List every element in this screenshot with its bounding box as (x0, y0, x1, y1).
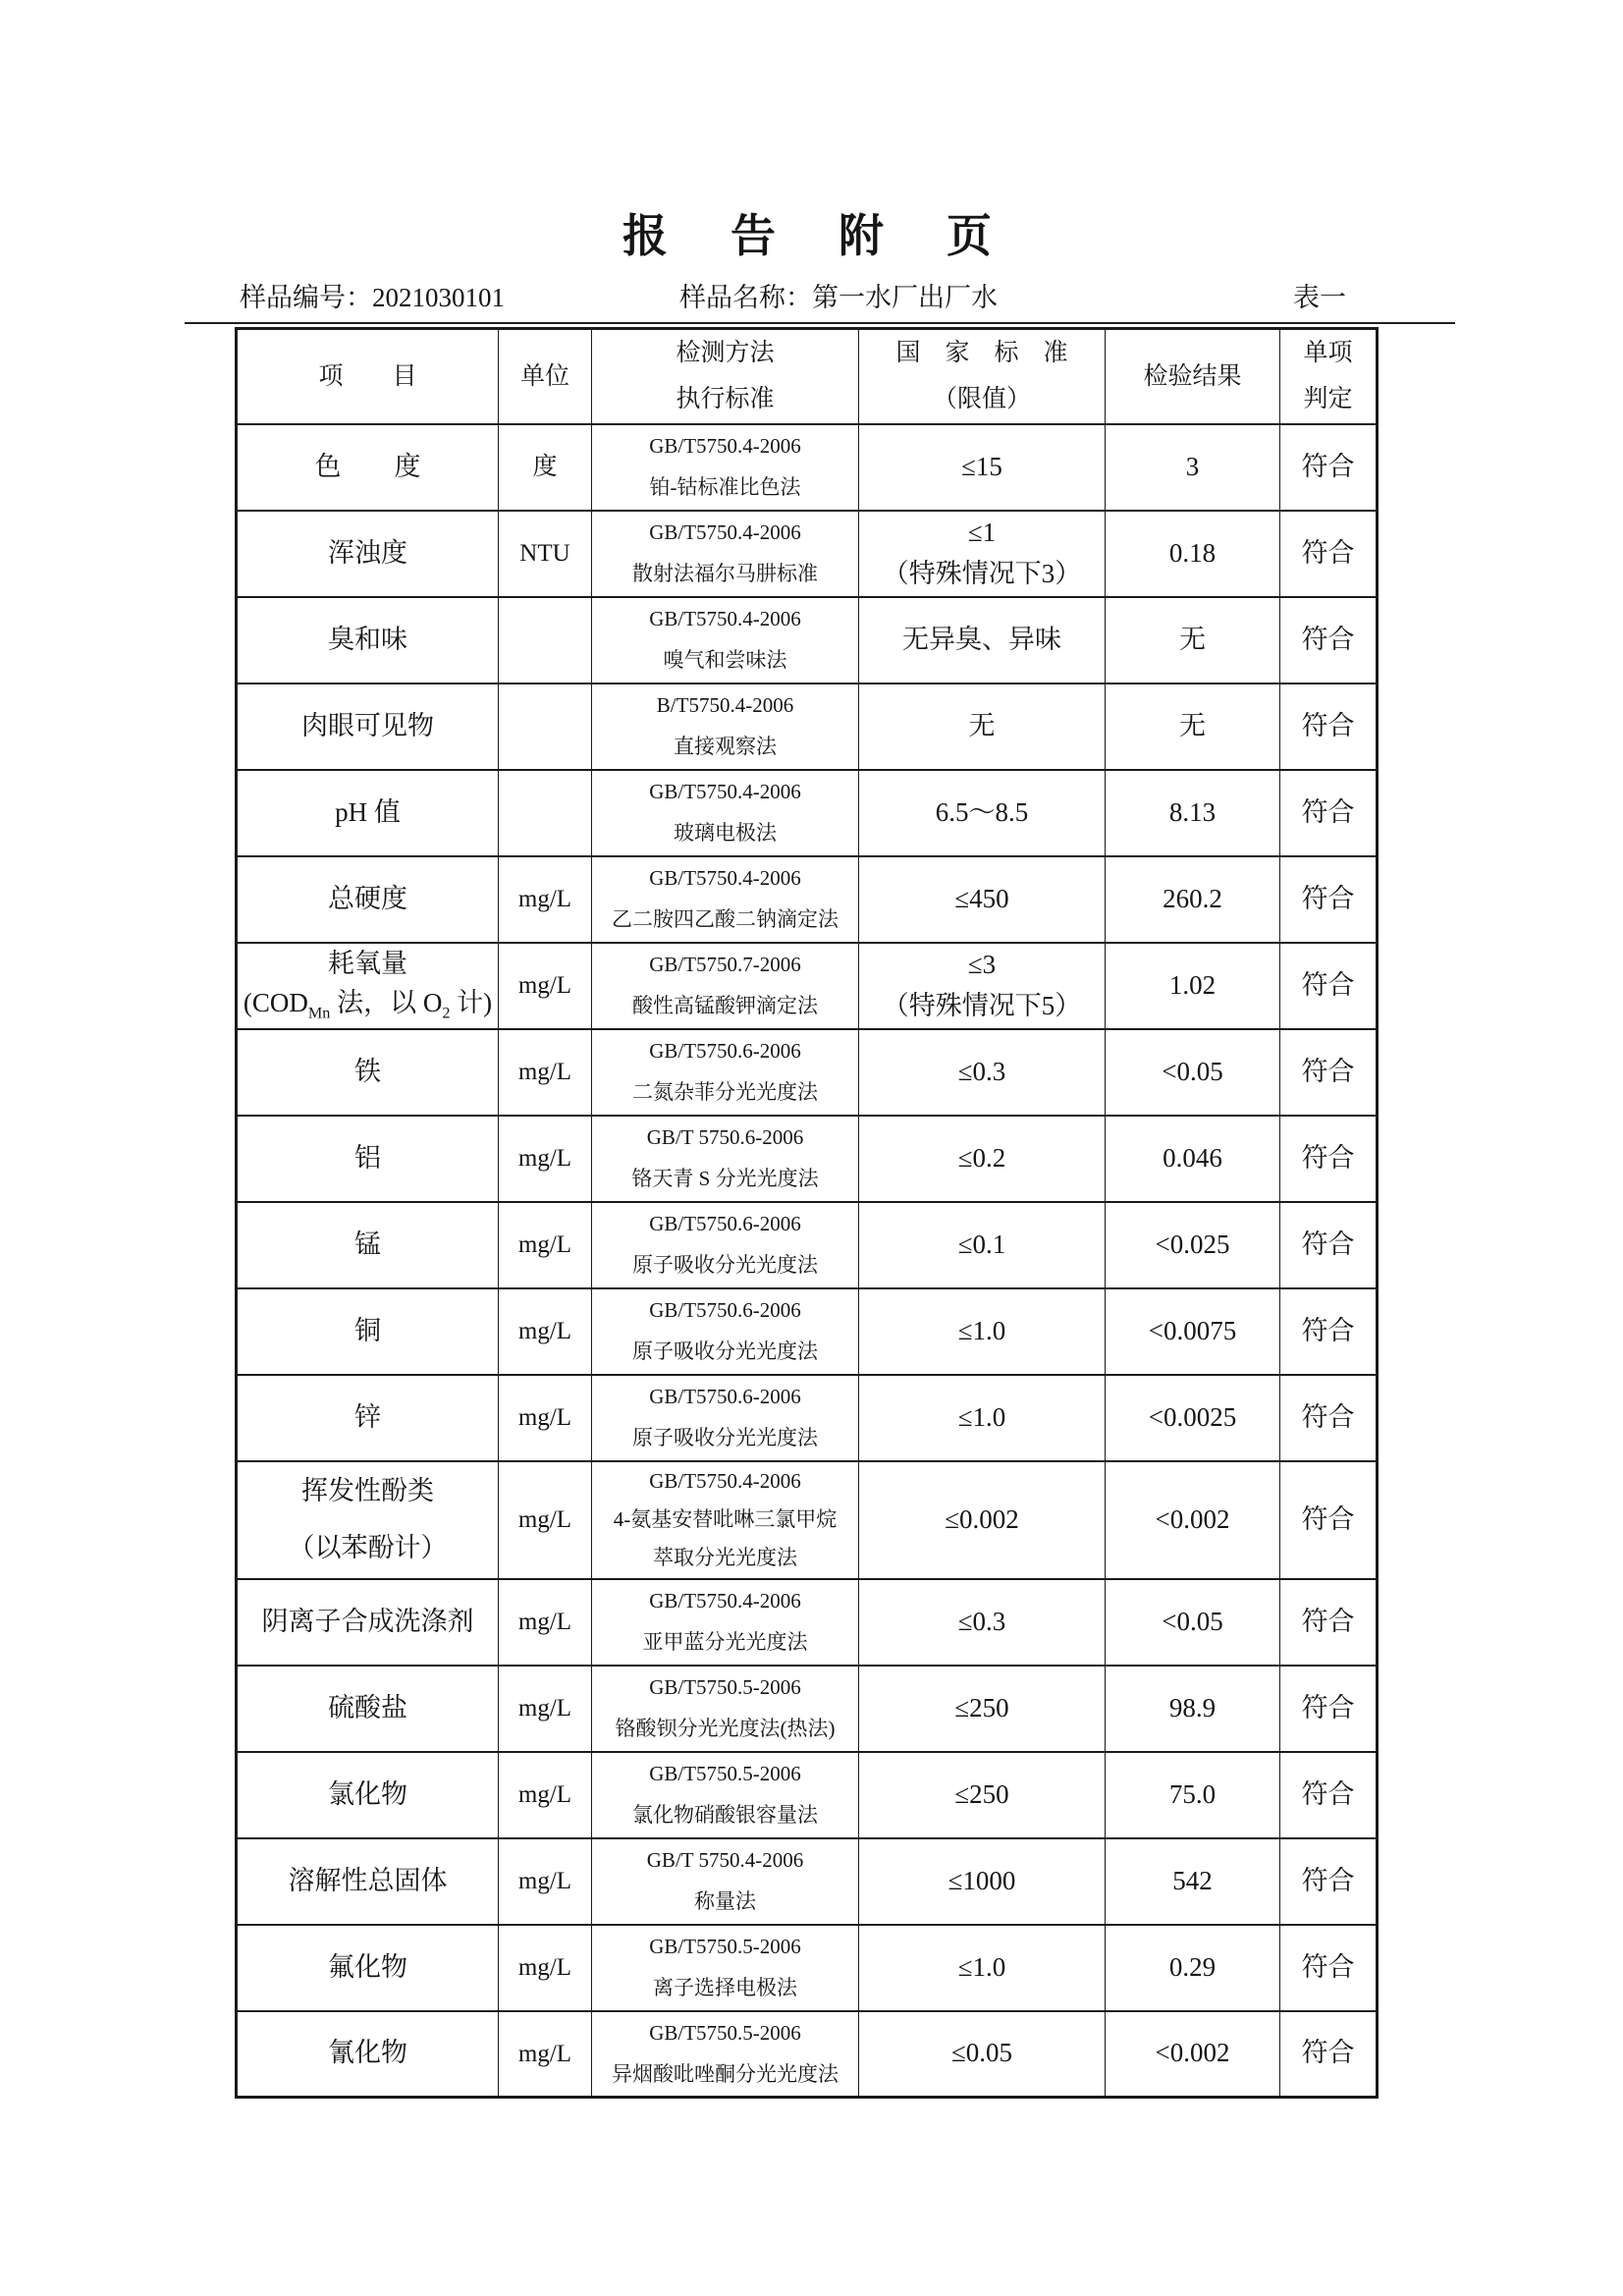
cell-line: mg/L (517, 1608, 572, 1635)
item-cell (237, 1666, 499, 1752)
method-cell (592, 1752, 859, 1838)
cell-line: 铬酸钡分光光度法(热法) (615, 1717, 836, 1741)
cell-line: 260.2 (1163, 883, 1222, 913)
cell-line: <0.025 (1155, 1229, 1230, 1259)
cell-line: 符合 (1301, 1865, 1355, 1895)
cell-line: 符合 (1301, 1606, 1355, 1636)
item-cell (237, 2011, 499, 2098)
cell-line: 氟化物 (328, 1951, 407, 1982)
header-item: 项 目 (237, 329, 499, 424)
item-cell (237, 1838, 499, 1925)
unit-cell (499, 1029, 592, 1116)
method-cell (592, 770, 859, 856)
table-row (237, 1461, 1378, 1579)
result-cell (1106, 2011, 1280, 2098)
cell-line: mg/L (517, 971, 572, 999)
method-cell (592, 511, 859, 597)
cell-line: GB/T5750.4-2006 (649, 434, 801, 459)
cell-line: 阴离子合成洗涤剂 (261, 1606, 474, 1636)
cell-line: ≤0.002 (945, 1503, 1019, 1534)
cell-line: ≤1.0 (957, 1401, 1006, 1432)
cell-line: 称量法 (694, 1889, 756, 1914)
cell-line: 无 (968, 710, 996, 740)
table-row (237, 1666, 1378, 1752)
limit-cell (859, 424, 1106, 511)
limit-cell (859, 1925, 1106, 2011)
judgment-cell (1280, 1375, 1378, 1461)
table-row (237, 597, 1378, 683)
cell-line: <0.002 (1155, 1503, 1230, 1534)
unit-cell (499, 511, 592, 597)
result-cell (1106, 1925, 1280, 2011)
cell-line: 符合 (1301, 883, 1355, 913)
cell-line: mg/L (517, 1867, 572, 1894)
cell-line: GB/T5750.5-2006 (649, 1935, 801, 1959)
limit-cell (859, 1752, 1106, 1838)
cell-line: GB/T5750.5-2006 (649, 2020, 801, 2045)
cell-line: <0.002 (1155, 2038, 1230, 2068)
table-row (237, 2011, 1378, 2098)
cell-line: 542 (1172, 1865, 1213, 1895)
cell-line: 离子选择电极法 (653, 1976, 797, 2000)
cell-line: mg/L (517, 1403, 572, 1431)
unit-cell (499, 943, 592, 1029)
method-cell (592, 1029, 859, 1116)
cell-line: 符合 (1301, 1503, 1355, 1534)
header-judgment: 单项 判定 (1280, 329, 1378, 424)
cell-line: 氯化物硝酸银容量法 (632, 1803, 818, 1828)
method-cell (592, 856, 859, 943)
cell-line: B/T5750.4-2006 (656, 693, 794, 718)
cell-line: 符合 (1301, 1692, 1355, 1722)
cell-line: 氰化物 (328, 2038, 407, 2068)
method-cell (592, 1461, 859, 1579)
cell-line: 符合 (1301, 1951, 1355, 1982)
unit-cell (499, 1925, 592, 2011)
item-cell (237, 1202, 499, 1288)
cell-line: 萃取分光光度法 (653, 1545, 797, 1569)
table-row (237, 1029, 1378, 1116)
item-cell (237, 424, 499, 511)
method-cell (592, 1666, 859, 1752)
limit-cell (859, 2011, 1106, 2098)
cell-line: GB/T5750.4-2006 (649, 607, 801, 631)
sample-name-label: 样品名称： (679, 283, 812, 312)
limit-cell (859, 683, 1106, 770)
unit-cell (499, 1375, 592, 1461)
item-cell (237, 1029, 499, 1116)
result-cell (1106, 770, 1280, 856)
sample-info-bar (185, 277, 1455, 324)
cell-line: 乙二胺四乙酸二钠滴定法 (612, 907, 839, 932)
cell-line: GB/T5750.4-2006 (649, 520, 801, 545)
cell-line: mg/L (517, 1144, 572, 1172)
cell-line: 铂-钴标准比色法 (649, 475, 801, 500)
cell-line: 耗氧量 (328, 948, 407, 978)
limit-cell (859, 1579, 1106, 1666)
cell-line: 符合 (1301, 710, 1355, 740)
result-cell (1106, 856, 1280, 943)
item-cell (237, 1579, 499, 1666)
limit-cell (859, 511, 1106, 597)
limit-cell (859, 1375, 1106, 1461)
cell-line: 4-氨基安替吡啉三氯甲烷 (613, 1507, 838, 1532)
cell-line: 0.29 (1168, 1951, 1217, 1982)
cell-line: mg/L (517, 2040, 572, 2067)
method-cell (592, 597, 859, 683)
limit-cell (859, 597, 1106, 683)
cell-line: 0.18 (1168, 537, 1217, 568)
method-cell (592, 1579, 859, 1666)
judgment-cell (1280, 2011, 1378, 2098)
cell-line: ≤0.3 (957, 1056, 1006, 1086)
result-cell (1106, 1838, 1280, 1925)
cell-line: 8.13 (1168, 796, 1217, 827)
item-cell (237, 1925, 499, 2011)
cell-line: 符合 (1301, 1315, 1355, 1345)
result-cell (1106, 1202, 1280, 1288)
item-cell (237, 856, 499, 943)
sample-number-label: 样品编号： (240, 283, 372, 312)
cell-line: 浑浊度 (328, 537, 407, 568)
result-cell (1106, 1116, 1280, 1202)
unit-cell (499, 597, 592, 683)
sample-name-value: 第一水厂出厂水 (812, 283, 998, 312)
cell-line: GB/T5750.5-2006 (649, 1762, 801, 1786)
cell-line: 75.0 (1168, 1778, 1217, 1809)
cell-line: 符合 (1301, 1142, 1355, 1173)
cell-line: mg/L (517, 1694, 572, 1722)
cell-line: ≤0.05 (950, 2038, 1013, 2068)
cell-line: 玻璃电极法 (674, 821, 777, 846)
cell-line: NTU (519, 539, 570, 567)
item-cell (237, 511, 499, 597)
cell-line: ≤15 (961, 451, 1002, 481)
judgment-cell (1280, 1752, 1378, 1838)
judgment-cell (1280, 1838, 1378, 1925)
result-cell (1106, 511, 1280, 597)
judgment-cell (1280, 1029, 1378, 1116)
cell-line: mg/L (517, 1230, 572, 1258)
result-cell (1106, 1461, 1280, 1579)
cell-line: 酸性高锰酸钾滴定法 (632, 994, 818, 1018)
cell-line: 铬天青 S 分光光度法 (631, 1167, 819, 1191)
item-cell (237, 683, 499, 770)
table-number: 表一 (1293, 283, 1346, 312)
table-row (237, 1288, 1378, 1375)
table-row (237, 424, 1378, 511)
cell-line: 98.9 (1168, 1692, 1217, 1722)
cell-line: GB/T 5750.4-2006 (646, 1848, 804, 1873)
cell-line: ≤1000 (947, 1865, 1016, 1895)
table-row (237, 856, 1378, 943)
table-header-row (237, 329, 1378, 424)
unit-cell (499, 424, 592, 511)
header-method: 检测方法 执行标准 (592, 329, 859, 424)
header-result: 检验结果 (1106, 329, 1280, 424)
method-cell (592, 1202, 859, 1288)
method-cell (592, 424, 859, 511)
cell-line: 符合 (1301, 1778, 1355, 1809)
limit-cell (859, 1666, 1106, 1752)
cell-line: GB/T5750.7-2006 (649, 953, 801, 977)
cell-line: mg/L (517, 1953, 572, 1981)
cell-line: mg/L (517, 1058, 572, 1085)
table-row (237, 1116, 1378, 1202)
limit-cell (859, 1838, 1106, 1925)
method-cell (592, 2011, 859, 2098)
unit-cell (499, 1752, 592, 1838)
result-cell (1106, 1375, 1280, 1461)
table-row (237, 683, 1378, 770)
table-row (237, 1375, 1378, 1461)
cell-line: 二氮杂菲分光光度法 (632, 1080, 818, 1105)
method-cell (592, 1288, 859, 1375)
cell-line: 直接观察法 (674, 735, 777, 759)
unit-cell (499, 2011, 592, 2098)
cell-line: 符合 (1301, 969, 1355, 1000)
item-cell (237, 597, 499, 683)
cell-line: 硫酸盐 (328, 1692, 407, 1722)
judgment-cell (1280, 1202, 1378, 1288)
cell-line: ≤0.3 (957, 1606, 1006, 1636)
cell-line: 符合 (1301, 537, 1355, 568)
limit-cell (859, 1029, 1106, 1116)
item-cell (237, 770, 499, 856)
cell-line: ≤1.0 (957, 1315, 1006, 1345)
cell-line: 符合 (1301, 451, 1355, 481)
table-row (237, 943, 1378, 1029)
cell-line: 原子吸收分光光度法 (632, 1253, 818, 1278)
method-cell (592, 1375, 859, 1461)
table-row (237, 1579, 1378, 1666)
limit-cell (859, 1202, 1106, 1288)
cell-line: 无异臭、异味 (902, 624, 1061, 654)
result-cell (1106, 1288, 1280, 1375)
result-cell (1106, 1666, 1280, 1752)
result-cell (1106, 683, 1280, 770)
cell-line: GB/T5750.4-2006 (649, 866, 801, 891)
header-limit: 国 家 标 准 （限值） (859, 329, 1106, 424)
cell-line: GB/T5750.6-2006 (649, 1039, 801, 1064)
unit-cell (499, 856, 592, 943)
cell-line: <0.05 (1162, 1606, 1223, 1636)
water-quality-table (235, 327, 1379, 2099)
cell-line: 锌 (354, 1401, 381, 1432)
cell-line: mg/L (517, 1317, 572, 1344)
cell-line: 挥发性酚类 (301, 1475, 434, 1505)
cell-line: 符合 (1301, 2038, 1355, 2068)
unit-cell (499, 683, 592, 770)
cell-line: GB/T5750.4-2006 (649, 1469, 801, 1494)
unit-cell (499, 1202, 592, 1288)
cell-line: 总硬度 (328, 883, 407, 913)
cell-line: ≤1.0 (957, 1951, 1006, 1982)
cell-line: （特殊情况下5） (882, 990, 1082, 1020)
cell-line: GB/T5750.6-2006 (649, 1298, 801, 1323)
cell-line: 无 (1179, 624, 1206, 654)
sample-number (240, 276, 505, 314)
cell-line: GB/T5750.6-2006 (649, 1385, 801, 1409)
table-row (237, 770, 1378, 856)
cell-line: mg/L (517, 1505, 572, 1533)
judgment-cell (1280, 597, 1378, 683)
cell-line: 嗅气和尝味法 (663, 648, 787, 673)
limit-cell (859, 943, 1106, 1029)
judgment-cell (1280, 1579, 1378, 1666)
judgment-cell (1280, 424, 1378, 511)
item-cell (237, 1752, 499, 1838)
method-cell (592, 1838, 859, 1925)
cell-line: ≤250 (954, 1778, 1009, 1809)
method-cell (592, 683, 859, 770)
item-cell (237, 1375, 499, 1461)
item-cell (237, 1116, 499, 1202)
cell-line: 符合 (1301, 1401, 1355, 1432)
cell-line: ≤3 (967, 949, 997, 979)
cell-line: （以苯酚计） (288, 1532, 448, 1562)
result-cell (1106, 597, 1280, 683)
item-cell (237, 943, 499, 1029)
cell-line: mg/L (517, 885, 572, 912)
judgment-cell (1280, 1925, 1378, 2011)
table-row (237, 1202, 1378, 1288)
unit-cell (499, 770, 592, 856)
result-cell (1106, 1752, 1280, 1838)
limit-cell (859, 770, 1106, 856)
cell-line: 氯化物 (328, 1778, 407, 1809)
judgment-cell (1280, 1288, 1378, 1375)
unit-cell (499, 1579, 592, 1666)
cell-line: ≤0.2 (957, 1142, 1006, 1173)
unit-cell (499, 1288, 592, 1375)
cell-line: ($COD_{Mn}$ 法，以 $O_2$ 计) (243, 987, 493, 1022)
unit-cell (499, 1461, 592, 1579)
cell-line: mg/L (517, 1780, 572, 1808)
cell-line: <0.0075 (1148, 1315, 1237, 1345)
results-table-body (237, 424, 1378, 2098)
cell-line: 符合 (1301, 796, 1355, 827)
cell-line: 锰 (354, 1229, 381, 1259)
cell-line: 异烟酸吡唑酮分光光度法 (612, 2061, 839, 2086)
cell-line: 肉眼可见物 (301, 710, 434, 740)
limit-cell (859, 1116, 1106, 1202)
result-cell (1106, 1579, 1280, 1666)
result-cell (1106, 1029, 1280, 1116)
cell-line: GB/T 5750.6-2006 (646, 1125, 804, 1150)
table-row (237, 1838, 1378, 1925)
cell-line: ≤1 (967, 517, 997, 547)
limit-cell (859, 856, 1106, 943)
cell-line: 1.02 (1168, 969, 1217, 1000)
page-title: 报 告 附 页 (622, 211, 1001, 261)
limit-cell (859, 1461, 1106, 1579)
table-row (237, 511, 1378, 597)
judgment-cell (1280, 770, 1378, 856)
judgment-cell (1280, 683, 1378, 770)
judgment-cell (1280, 1666, 1378, 1752)
judgment-cell (1280, 511, 1378, 597)
sample-name (679, 276, 998, 314)
cell-line: 符合 (1301, 1229, 1355, 1259)
table-row (237, 1752, 1378, 1838)
cell-line: 溶解性总固体 (288, 1865, 448, 1895)
cell-line: （特殊情况下3） (882, 558, 1082, 588)
cell-line: 度 (532, 453, 558, 480)
cell-line: 3 (1185, 451, 1200, 481)
header-unit: 单位 (499, 329, 592, 424)
method-cell (592, 1925, 859, 2011)
cell-line: <0.05 (1162, 1056, 1223, 1086)
cell-line: 散射法福尔马肼标准 (632, 562, 818, 586)
cell-line: 铁 (354, 1056, 381, 1086)
item-cell (237, 1461, 499, 1579)
cell-line: pH 值 (335, 796, 401, 827)
cell-line: GB/T5750.4-2006 (649, 1589, 801, 1613)
unit-cell (499, 1838, 592, 1925)
judgment-cell (1280, 856, 1378, 943)
cell-line: ≤0.1 (957, 1229, 1006, 1259)
cell-line: 符合 (1301, 1056, 1355, 1086)
judgment-cell (1280, 943, 1378, 1029)
cell-line: <0.0025 (1148, 1401, 1237, 1432)
cell-line: GB/T5750.4-2006 (649, 780, 801, 804)
unit-cell (499, 1116, 592, 1202)
cell-line: 臭和味 (328, 624, 407, 654)
unit-cell (499, 1666, 592, 1752)
result-cell (1106, 424, 1280, 511)
method-cell (592, 1116, 859, 1202)
cell-line: 6.5～8.5 (935, 796, 1029, 827)
cell-line: ≤250 (954, 1692, 1009, 1722)
item-cell (237, 1288, 499, 1375)
cell-line: 0.046 (1163, 1142, 1222, 1173)
method-cell (592, 943, 859, 1029)
judgment-cell (1280, 1461, 1378, 1579)
sample-number-value: 2021030101 (372, 283, 505, 312)
cell-line: 原子吸收分光光度法 (632, 1426, 818, 1450)
cell-line: 色 度 (314, 451, 421, 481)
cell-line: GB/T5750.6-2006 (649, 1212, 801, 1236)
cell-line: ≤450 (954, 883, 1009, 913)
cell-line: GB/T5750.5-2006 (649, 1675, 801, 1700)
cell-line: 无 (1179, 710, 1206, 740)
result-cell (1106, 943, 1280, 1029)
cell-line: 铝 (354, 1142, 381, 1173)
cell-line: 亚甲蓝分光光度法 (642, 1630, 808, 1655)
table-row (237, 1925, 1378, 2011)
limit-cell (859, 1288, 1106, 1375)
cell-line: 原子吸收分光光度法 (632, 1339, 818, 1364)
cell-line: 铜 (354, 1315, 381, 1345)
cell-line: 符合 (1301, 624, 1355, 654)
judgment-cell (1280, 1116, 1378, 1202)
